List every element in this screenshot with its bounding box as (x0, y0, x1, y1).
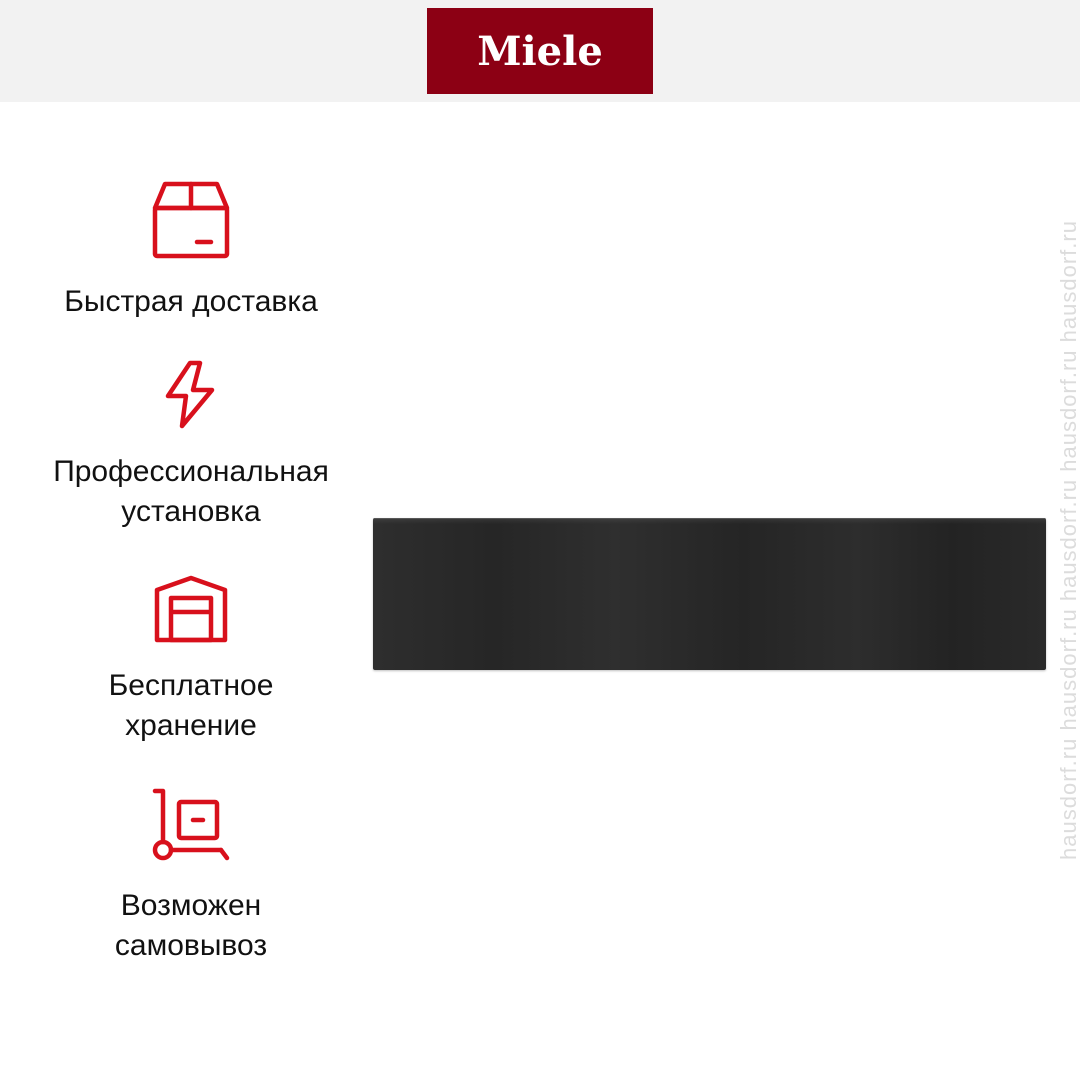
hand-truck-icon (151, 788, 231, 864)
product-image (373, 518, 1046, 670)
feature-pickup (0, 788, 382, 966)
feature-label: Возможен самовывоз (114, 889, 268, 962)
feature-installation (0, 360, 382, 532)
feature-storage (0, 574, 382, 746)
watermark (1058, 0, 1080, 1080)
lightning-icon (164, 360, 218, 430)
brand-logo (427, 8, 653, 94)
watermark-text: hausdorf.ru hausdorf.ru hausdorf.ru hausdorf.ru hausdorf.ru (1056, 220, 1081, 860)
header-bar (0, 0, 1080, 102)
feature-label: Профессиональная установка (53, 455, 329, 528)
box-icon (151, 180, 231, 260)
feature-fast-delivery (0, 180, 382, 322)
warehouse-icon (153, 574, 229, 644)
feature-label: Бесплатное хранение (108, 669, 274, 742)
feature-label: Быстрая доставка (64, 285, 318, 318)
brand-logo-text: Miele (477, 27, 603, 75)
